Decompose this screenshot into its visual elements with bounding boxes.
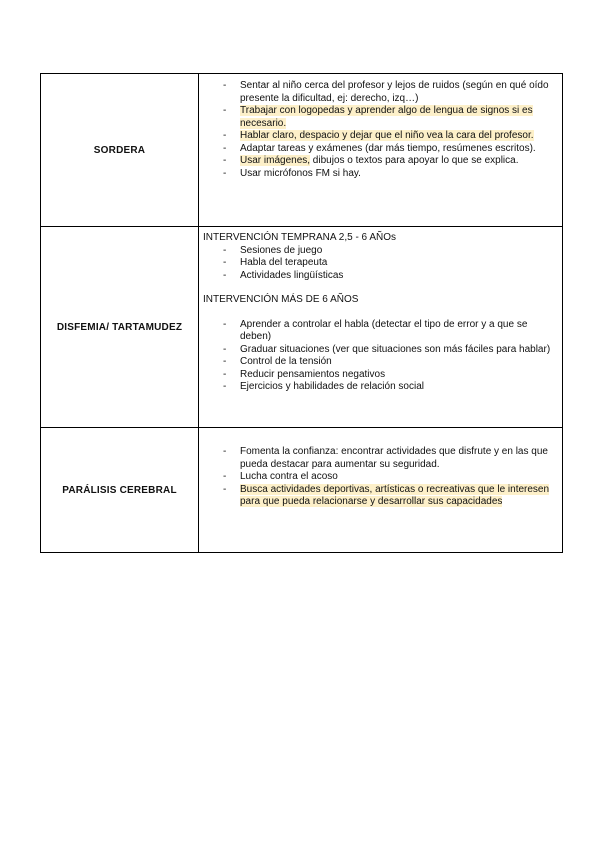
row-label: DISFEMIA/ TARTAMUDEZ (41, 227, 199, 427)
section-title: INTERVENCIÓN TEMPRANA 2,5 - 6 AÑOs (203, 232, 397, 243)
list-item: - Reducir pensamientos negativos (223, 368, 386, 380)
early-intervention-list (203, 245, 556, 283)
list-item: - Control de la tensión (223, 356, 332, 367)
list-item: - Habla del terapeuta (223, 257, 328, 268)
list-item: - Sentar al niño cerca del profesor y lejos de ruidos (según en qué oído presente la dificultad, ej: derecho, izq…) (223, 80, 549, 104)
row-label: SORDERA (41, 74, 199, 226)
strategy-list (203, 446, 556, 509)
list-item: - Busca actividades deportivas, artísticas o recreativas que le interesen para que pueda relacionarse y desarrollar sus capacidades (223, 483, 550, 507)
row-content (199, 74, 562, 226)
list-item: - Fomenta la confianza: encontrar actividades que disfrute y en las que pueda destacar para aumentar su seguridad. (223, 446, 548, 470)
row-label: PARÁLISIS CEREBRAL (41, 428, 199, 552)
table-row-paralisis (41, 427, 562, 552)
late-intervention-list (203, 319, 556, 394)
list-item: - Usar micrófonos FM si hay. (223, 167, 361, 179)
list-item: - Lucha contra el acoso (223, 471, 338, 482)
list-item: - Trabajar con logopedas y aprender algo de lengua de signos si es necesario. (223, 105, 533, 129)
intervention-table (40, 73, 563, 553)
list-item: - Sesiones de juego (223, 244, 323, 256)
table-row-sordera (41, 74, 562, 226)
list-item: - Usar imágenes, dibujos o textos para apoyar lo que se explica. (223, 155, 519, 166)
row-content (199, 428, 562, 552)
row-content (199, 227, 562, 427)
strategy-list (203, 80, 556, 180)
list-item: - Aprender a controlar el habla (detectar el tipo de error y a que se deben) (223, 318, 528, 342)
table-row-disfemia (41, 226, 562, 427)
list-item: - Ejercicios y habilidades de relación social (223, 381, 424, 392)
list-item: - Adaptar tareas y exámenes (dar más tiempo, resúmenes escritos). (223, 142, 536, 154)
list-item: - Actividades lingüísticas (223, 269, 344, 281)
section-title: INTERVENCIÓN MÁS DE 6 AÑOS (203, 294, 359, 305)
list-item: - Hablar claro, despacio y dejar que el niño vea la cara del profesor. (223, 130, 534, 141)
list-item: - Graduar situaciones (ver que situaciones son más fáciles para hablar) (223, 343, 551, 355)
